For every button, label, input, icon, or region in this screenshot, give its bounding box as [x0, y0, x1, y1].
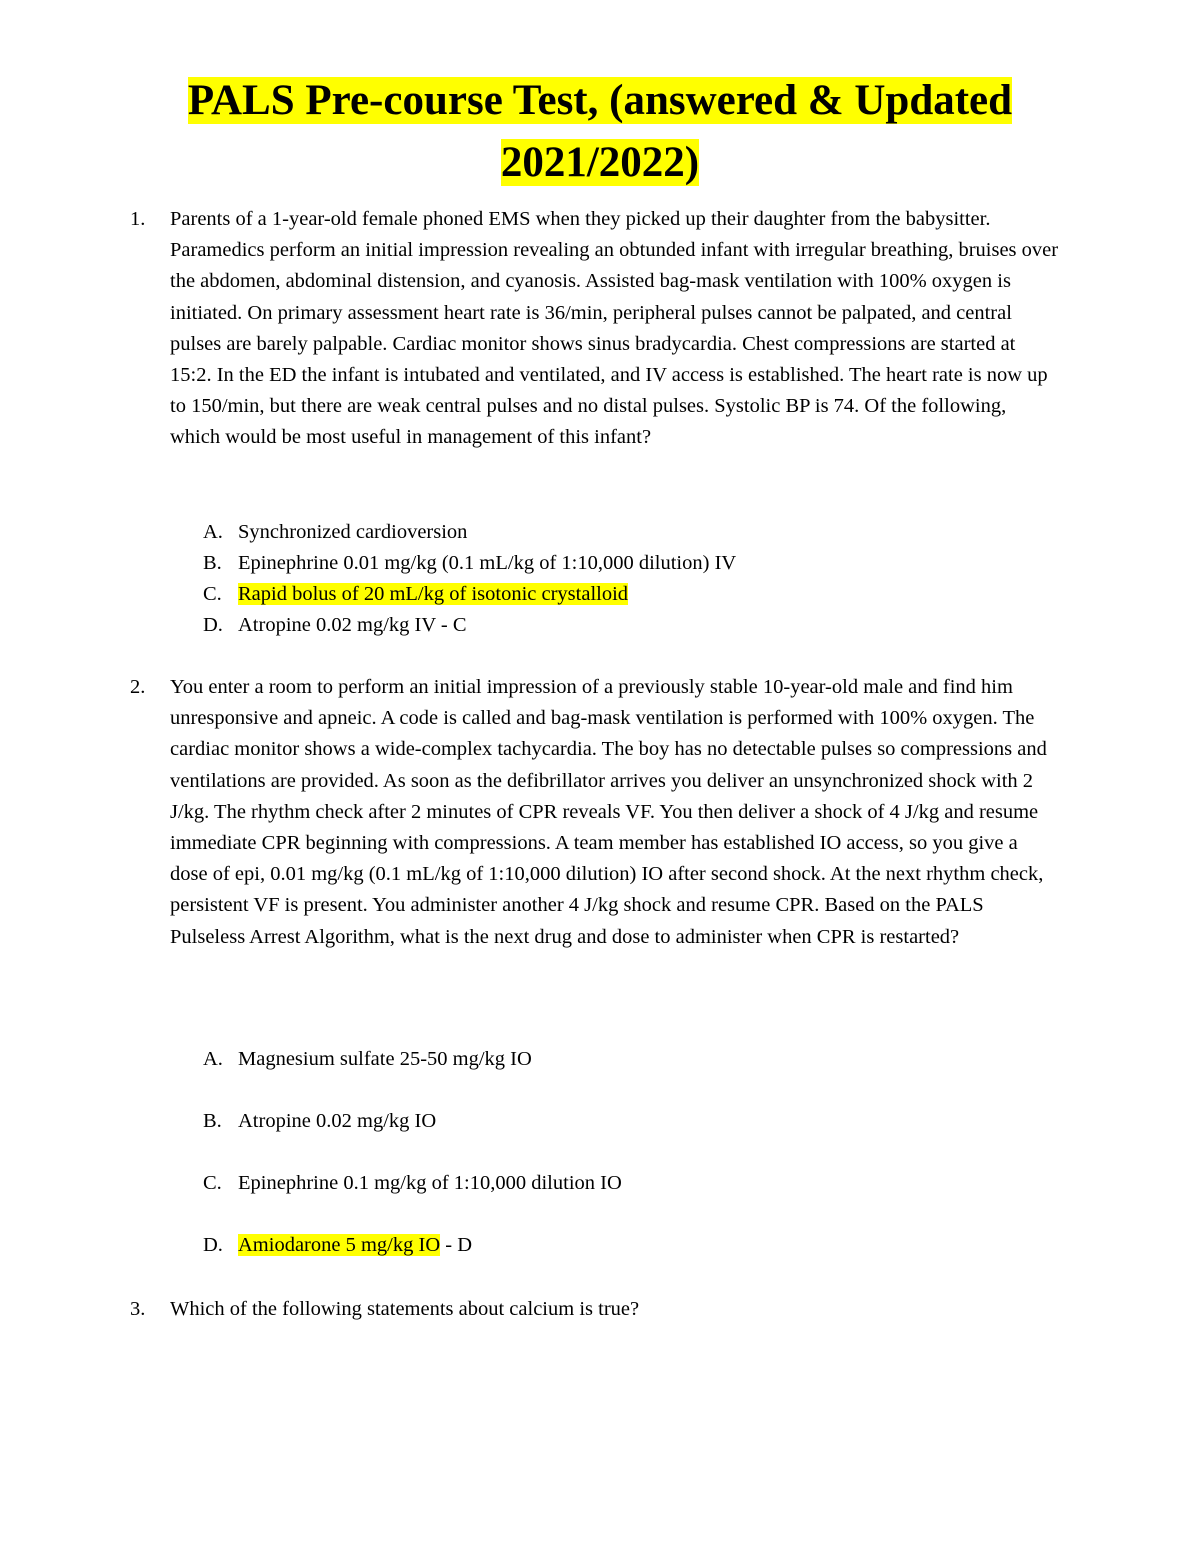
option-text: Synchronized cardioversion — [238, 521, 468, 543]
option-letter: D. — [203, 614, 223, 636]
question-text: Parents of a 1-year-old female phoned EMS when they picked up their daughter from the babysitter. Paramedics perform an initial impression revealing an obtunded infant with irregular breathing, bruises over the abdomen, abdominal distension, and cyanosis. Assisted bag-mask ventilation with 100% oxygen is initiated. On primary assessment heart rate is 36/min, peripheral pulses cannot be palpated, and central pulses are barely palpable. Cardiac monitor shows sinus bradycardia. Chest compressions are started at 15:2. In the ED the infant is intubated and ventilated, and IV access is established. The heart rate is now up to 150/min, but there are weak central pulses and no distal pulses. Systolic BP is 74. Of the following, which would be most useful in management of this infant? — [170, 208, 1059, 449]
option-d — [203, 1230, 472, 1261]
question-number: 1. — [130, 208, 146, 230]
option-letter: B. — [203, 552, 222, 574]
option-letter: A. — [203, 521, 223, 543]
question-text: You enter a room to perform an initial impression of a previously stable 10-year-old male and find him unresponsive and apneic. A code is called and bag-mask ventilation is performed with 100% oxygen. The cardiac monitor shows a wide-complex tachycardia. The boy has no detectable pulses so compressions and ventilations are provided. As soon as the defibrillator arrives you deliver an unsynchronized shock with 2 J/kg. The rhythm check after 2 minutes of CPR reveals VF. You then deliver a shock of 4 J/kg and resume immediate CPR beginning with compressions. A team member has established IO access, so you give a dose of epi, 0.01 mg/kg (0.1 mL/kg of 1:10,000 dilution) IO after second shock. At the next rhythm check, persistent VF is present. You administer another 4 J/kg shock and resume CPR. Based on the PALS Pulseless Arrest Algorithm, what is the next drug and dose to administer when CPR is restarted? — [170, 676, 1047, 948]
option-letter: C. — [203, 1172, 222, 1194]
option-text: Magnesium sulfate 25-50 mg/kg IO — [238, 1048, 532, 1070]
title-line-1: PALS Pre-course Test, (answered & Updated — [187, 77, 1013, 124]
option-text-highlighted: Rapid bolus of 20 mL/kg of isotonic crystalloid — [238, 583, 629, 605]
option-a — [203, 517, 467, 548]
question-2 — [130, 672, 1060, 953]
question-1 — [130, 204, 1060, 454]
question-number: 2. — [130, 676, 146, 698]
option-text: Atropine 0.02 mg/kg IO — [238, 1110, 437, 1132]
option-b — [203, 1106, 436, 1137]
question-3 — [130, 1294, 1060, 1325]
option-text: Atropine 0.02 mg/kg IV - C — [238, 614, 467, 636]
question-number: 3. — [130, 1298, 146, 1320]
option-suffix: - D — [440, 1234, 473, 1256]
option-letter: A. — [203, 1048, 223, 1070]
option-c — [203, 579, 628, 610]
option-text: Epinephrine 0.01 mg/kg (0.1 mL/kg of 1:10,000 dilution) IV — [238, 552, 737, 574]
option-c — [203, 1168, 622, 1199]
question-text: Which of the following statements about calcium is true? — [170, 1298, 640, 1320]
option-text-highlighted: Amiodarone 5 mg/kg IO — [238, 1234, 441, 1256]
option-letter: D. — [203, 1234, 223, 1256]
title-line-2: 2021/2022) — [500, 139, 700, 186]
page-title — [0, 70, 1200, 194]
option-text: Epinephrine 0.1 mg/kg of 1:10,000 dilution IO — [238, 1172, 622, 1194]
option-letter: B. — [203, 1110, 222, 1132]
option-d — [203, 610, 467, 641]
option-letter: C. — [203, 583, 222, 605]
option-a — [203, 1044, 532, 1075]
option-b — [203, 548, 736, 579]
